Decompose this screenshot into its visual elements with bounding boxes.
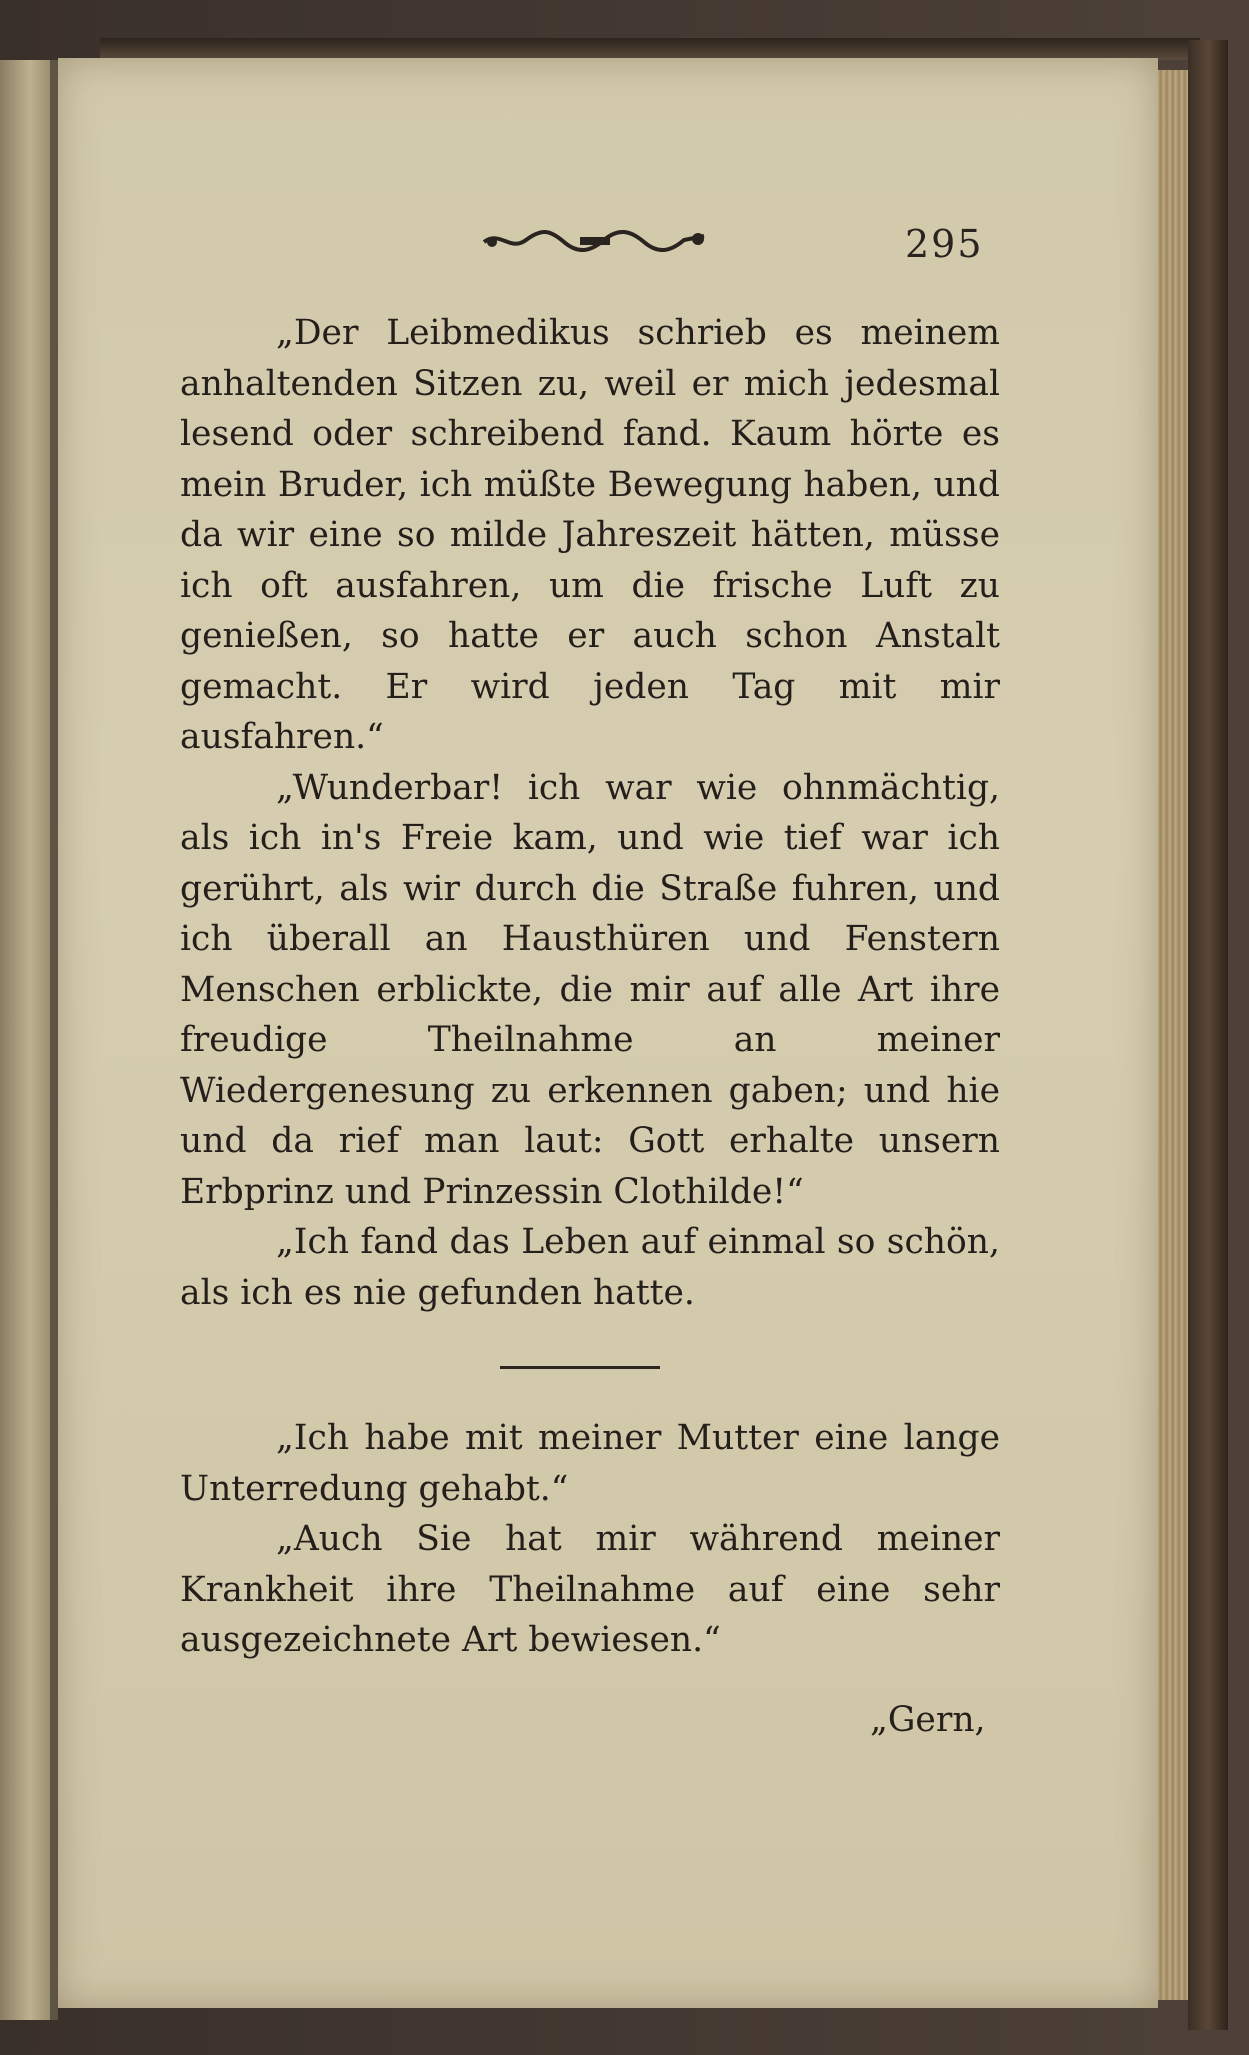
cover-top-edge [100, 38, 1200, 60]
body-text [180, 308, 1000, 1666]
book-gutter [50, 60, 58, 2020]
catchword: „Gern, [870, 1700, 986, 1740]
page-block-edge [1158, 70, 1188, 2000]
paragraph: „Der Leibmedikus schrieb es meinem anhaltenden Sitzen zu, weil er mich jedesmal lesend oder schreibend fand. Kaum hörte es mein Bruder, ich müßte Bewegung haben, und da wir eine so milde Jahreszeit hätten, müsse ich oft ausfahren, um die frische Luft zu genießen, so hatte er auch schon Anstalt gemacht. Er wird jeden Tag mit mir ausfahren.“ [180, 313, 1000, 757]
left-page-sliver [0, 60, 50, 2020]
paragraph: „Auch Sie hat mir während meiner Krankheit ihre Theilnahme auf eine sehr ausgezeichnete Art bewiesen.“ [180, 1519, 1000, 1660]
page-number: 295 [905, 222, 984, 266]
headpiece-ornament [480, 228, 710, 254]
cover-side-edge [1188, 40, 1228, 2030]
paragraph: „Wunderbar! ich war wie ohnmächtig, als ich in's Freie kam, und wie tief war ich gerührt, als wir durch die Straße fuhren, und ich überall an Hausthüren und Fenstern Menschen erblickte, die mir auf alle Art ihre freudige Theilnahme an meiner Wiedergenesung zu erkennen gaben; und hie und da rief man laut: Gott erhalte unsern Erbprinz und Prinzessin Clothilde!“ [180, 767, 1000, 1212]
paragraph: „Ich fand das Leben auf einmal so schön, als ich es nie gefunden hatte. [180, 1222, 1000, 1313]
paragraph: „Ich habe mit meiner Mutter eine lange Unterredung gehabt.“ [180, 1418, 1000, 1509]
section-divider [500, 1366, 660, 1369]
